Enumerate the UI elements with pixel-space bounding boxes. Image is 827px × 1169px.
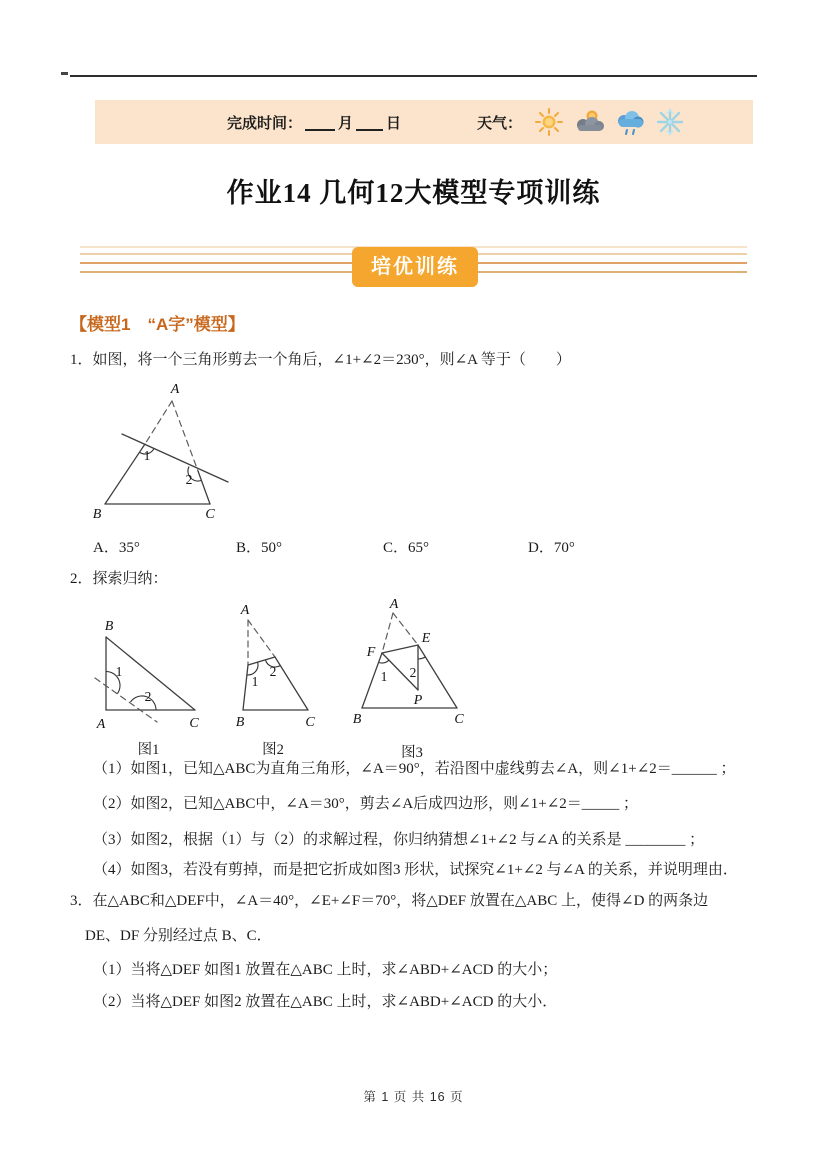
vertex-label-c: C — [454, 712, 464, 727]
day-label: 日 — [386, 114, 402, 132]
question-2-part-4: （4）如图3，若没有剪掉，而是把它折成如图3 形状，试探究∠1+∠2 与∠A 的关系，并说明理由． — [93, 862, 738, 878]
rain-icon — [614, 107, 646, 137]
side-ce — [418, 645, 457, 708]
weather-icons — [534, 107, 685, 137]
vertex-label-b: B — [352, 712, 362, 727]
option-a: A．35° — [93, 540, 140, 556]
figure-caption: 图3 — [401, 745, 423, 761]
model-section-heading: 【模型1 “A字”模型】 — [70, 315, 245, 334]
page-footer: 第 1 页 共 16 页 — [363, 1090, 464, 1104]
figure-3 — [338, 596, 486, 762]
angle-2-label: 2 — [185, 472, 193, 487]
fold-fe — [382, 645, 418, 653]
question-3-part-1: （1）当将△DEF 如图1 放置在△ABC 上时，求∠ABD+∠ACD 的大小； — [93, 962, 558, 978]
side-b — [105, 444, 145, 504]
vertex-label-a: A — [389, 597, 399, 612]
vertex-label-c: C — [205, 507, 215, 522]
dashed-side-ab — [145, 401, 172, 444]
angle-2-arc — [131, 696, 157, 710]
angle-1-arc — [379, 660, 389, 663]
question-3-part-2: （2）当将△DEF 如图2 放置在△ABC 上时，求∠ABD+∠ACD 的大小． — [93, 994, 558, 1010]
question-3-text-line-1: 3．在△ABC和△DEF中，∠A＝40°，∠E+∠F＝70°，将△DEF 放置在△ABC 上，使得∠D 的两条边 — [70, 893, 709, 909]
option-c: C．65° — [383, 540, 430, 556]
month-label: 月 — [338, 114, 354, 132]
vertex-label-c: C — [189, 716, 199, 731]
angle-1-label: 1 — [115, 664, 123, 679]
side-bf — [362, 653, 382, 708]
completion-time-label: 完成时间： — [227, 114, 303, 132]
vertex-label-p: P — [413, 693, 423, 708]
figure-caption: 图1 — [137, 742, 160, 758]
figure-caption: 图2 — [262, 742, 284, 758]
partly-cloudy-icon — [573, 107, 605, 137]
decor-band — [80, 246, 747, 288]
angle-2-label: 2 — [409, 665, 417, 680]
option-d: D．70° — [528, 540, 575, 556]
question-1-figure — [86, 381, 246, 531]
month-blank-line — [305, 114, 335, 131]
angle-1-label: 1 — [143, 448, 151, 463]
question-2-part-1: （1）如图1，已知△ABC为直角三角形，∠A＝90°，若沿图中虚线剪去∠A，则∠1+∠2＝______ ； — [93, 761, 736, 777]
side-b — [243, 665, 248, 710]
figure-2 — [213, 598, 333, 759]
angle-2-arc — [418, 657, 425, 659]
top-rule — [70, 75, 757, 77]
vertex-label-e: E — [421, 631, 431, 646]
sun-icon — [534, 107, 564, 137]
dashed-side-ac — [248, 620, 275, 657]
snowflake-icon — [655, 107, 685, 137]
question-1-text: 1．如图，将一个三角形剪去一个角后，∠1+∠2＝230°，则∠A 等于（ ） — [70, 352, 571, 368]
figure-1 — [86, 598, 211, 759]
question-2-part-2: （2）如图2，已知△ABC中，∠A＝30°，剪去∠A后成四边形，则∠1+∠2＝_____ ； — [93, 796, 639, 812]
vertex-label-b: B — [92, 507, 102, 522]
angle-1-label: 1 — [380, 669, 388, 684]
vertex-label-a: A — [170, 382, 180, 397]
day-blank-line — [356, 114, 383, 131]
question-3-text-line-2: DE、DF 分别经过点 B、C． — [85, 928, 272, 944]
rule-tick — [61, 72, 68, 75]
training-badge: 培优训练 — [352, 247, 478, 287]
question-2-text: 2．探索归纳： — [70, 571, 168, 587]
weather-label: 天气： — [477, 114, 523, 132]
vertex-label-a: A — [240, 603, 250, 618]
dashed-side-ac — [172, 401, 198, 471]
vertex-label-a: A — [96, 717, 106, 732]
angle-2-label: 2 — [144, 689, 152, 704]
page-title: 作业14 几何12大模型专项训练 — [226, 178, 601, 208]
question-2-part-3: （3）如图2，根据（1）与（2）的求解过程，你归纳猜想∠1+∠2 与∠A 的关系是 ________ ； — [93, 832, 705, 848]
angle-2-label: 2 — [269, 664, 277, 679]
vertex-label-b: B — [104, 619, 114, 634]
vertex-label-b: B — [235, 715, 245, 730]
option-b: B．50° — [236, 540, 283, 556]
vertex-label-c: C — [305, 715, 315, 730]
side-c — [198, 471, 210, 504]
vertex-label-f: F — [366, 645, 376, 660]
dashed-af — [382, 613, 393, 653]
cut-line — [122, 434, 228, 482]
header-banner — [95, 100, 753, 144]
dashed-ae — [393, 613, 418, 645]
angle-1-label: 1 — [251, 674, 259, 689]
side-c — [275, 657, 308, 710]
